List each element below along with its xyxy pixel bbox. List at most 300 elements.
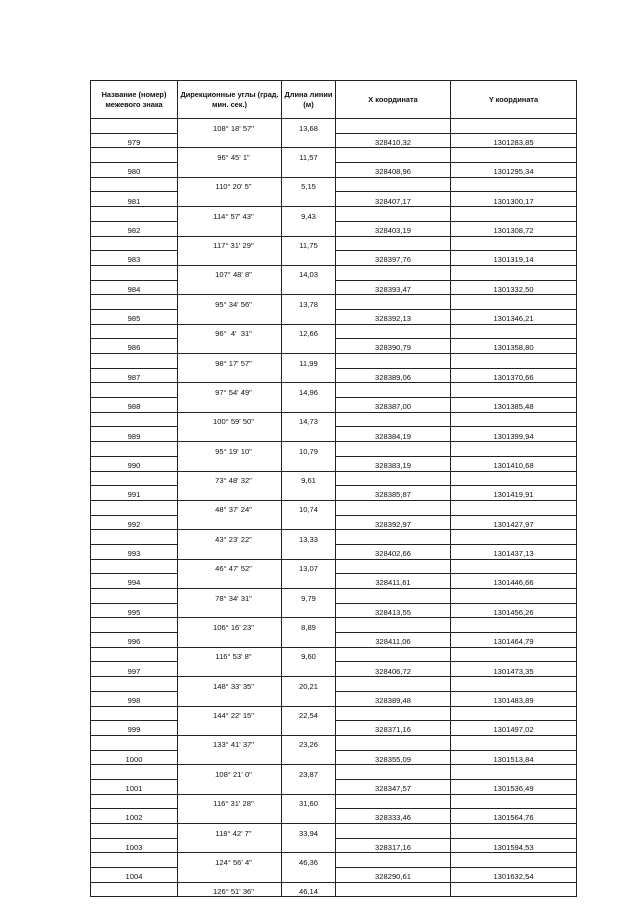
empty-cell — [91, 677, 178, 692]
bearing-angle: 95° 34' 56" — [178, 295, 282, 310]
segment-row — [91, 236, 577, 251]
line-length: 23,87 — [282, 765, 336, 780]
empty-cell — [336, 882, 451, 897]
empty-cell — [282, 368, 336, 383]
point-row — [91, 280, 577, 295]
x-coordinate: 328387,00 — [336, 398, 451, 413]
line-length: 13,07 — [282, 559, 336, 574]
header-y: Y координата — [451, 81, 577, 119]
empty-cell — [451, 119, 577, 134]
empty-cell — [451, 324, 577, 339]
point-name: 987 — [91, 368, 178, 383]
bearing-angle: 98° 17' 57" — [178, 354, 282, 369]
empty-cell — [178, 868, 282, 883]
point-row — [91, 515, 577, 530]
point-name: 991 — [91, 486, 178, 501]
x-coordinate: 328385,87 — [336, 486, 451, 501]
empty-cell — [91, 383, 178, 398]
point-name: 980 — [91, 163, 178, 178]
point-name: 999 — [91, 721, 178, 736]
empty-cell — [451, 265, 577, 280]
segment-row — [91, 148, 577, 163]
empty-cell — [336, 824, 451, 839]
bearing-angle: 43° 23' 22" — [178, 530, 282, 545]
empty-cell — [451, 853, 577, 868]
bearing-angle: 117° 31' 29" — [178, 236, 282, 251]
y-coordinate: 1301283,85 — [451, 133, 577, 148]
y-coordinate: 1301370,66 — [451, 368, 577, 383]
segment-row — [91, 647, 577, 662]
line-length: 23,26 — [282, 735, 336, 750]
point-name: 1000 — [91, 750, 178, 765]
empty-cell — [336, 295, 451, 310]
coordinates-sheet — [90, 80, 577, 897]
point-row — [91, 251, 577, 266]
y-coordinate: 1301295,34 — [451, 163, 577, 178]
point-row — [91, 133, 577, 148]
empty-cell — [282, 192, 336, 207]
x-coordinate: 328407,17 — [336, 192, 451, 207]
x-coordinate: 328389,06 — [336, 368, 451, 383]
y-coordinate: 1301594,53 — [451, 838, 577, 853]
point-name: 1001 — [91, 779, 178, 794]
point-row — [91, 633, 577, 648]
x-coordinate: 328333,46 — [336, 809, 451, 824]
point-row — [91, 456, 577, 471]
point-name: 993 — [91, 544, 178, 559]
point-name: 1003 — [91, 838, 178, 853]
empty-cell — [336, 148, 451, 163]
line-length: 13,78 — [282, 295, 336, 310]
empty-cell — [451, 794, 577, 809]
point-name: 985 — [91, 309, 178, 324]
bearing-angle: 148° 33' 35" — [178, 677, 282, 692]
empty-cell — [336, 324, 451, 339]
empty-cell — [178, 192, 282, 207]
empty-cell — [451, 559, 577, 574]
empty-cell — [451, 442, 577, 457]
empty-cell — [91, 500, 178, 515]
empty-cell — [91, 119, 178, 134]
empty-cell — [178, 339, 282, 354]
empty-cell — [336, 354, 451, 369]
empty-cell — [282, 163, 336, 178]
empty-cell — [336, 794, 451, 809]
line-length: 9,60 — [282, 647, 336, 662]
empty-cell — [91, 647, 178, 662]
bearing-angle: 73° 48' 32" — [178, 471, 282, 486]
y-coordinate: 1301456,26 — [451, 603, 577, 618]
point-name: 1002 — [91, 809, 178, 824]
empty-cell — [282, 662, 336, 677]
segment-row — [91, 295, 577, 310]
empty-cell — [336, 618, 451, 633]
point-name: 990 — [91, 456, 178, 471]
empty-cell — [91, 236, 178, 251]
x-coordinate: 328317,16 — [336, 838, 451, 853]
line-length: 31,60 — [282, 794, 336, 809]
line-length: 9,43 — [282, 207, 336, 222]
empty-cell — [451, 354, 577, 369]
point-name: 998 — [91, 691, 178, 706]
point-row — [91, 398, 577, 413]
empty-cell — [336, 177, 451, 192]
empty-cell — [91, 412, 178, 427]
point-name: 982 — [91, 221, 178, 236]
line-length: 10,79 — [282, 442, 336, 457]
empty-cell — [91, 324, 178, 339]
empty-cell — [336, 647, 451, 662]
bearing-angle: 95° 19' 10" — [178, 442, 282, 457]
empty-cell — [451, 177, 577, 192]
bearing-angle: 124° 56' 4" — [178, 853, 282, 868]
point-row — [91, 750, 577, 765]
x-coordinate: 328355,09 — [336, 750, 451, 765]
empty-cell — [451, 647, 577, 662]
segment-row — [91, 618, 577, 633]
bearing-angle: 107° 48' 8" — [178, 265, 282, 280]
point-row — [91, 427, 577, 442]
line-length: 11,75 — [282, 236, 336, 251]
line-length: 9,61 — [282, 471, 336, 486]
empty-cell — [336, 383, 451, 398]
empty-cell — [178, 603, 282, 618]
point-row — [91, 221, 577, 236]
empty-cell — [178, 163, 282, 178]
point-row — [91, 779, 577, 794]
empty-cell — [91, 177, 178, 192]
segment-row — [91, 354, 577, 369]
line-length: 22,54 — [282, 706, 336, 721]
x-coordinate: 328397,76 — [336, 251, 451, 266]
y-coordinate: 1301564,76 — [451, 809, 577, 824]
empty-cell — [336, 265, 451, 280]
empty-cell — [451, 618, 577, 633]
point-name: 989 — [91, 427, 178, 442]
y-coordinate: 1301464,79 — [451, 633, 577, 648]
empty-cell — [451, 500, 577, 515]
bearing-angle: 46° 47' 52" — [178, 559, 282, 574]
empty-cell — [91, 442, 178, 457]
bearing-angle: 118° 42' 7" — [178, 824, 282, 839]
empty-cell — [282, 868, 336, 883]
point-name: 981 — [91, 192, 178, 207]
empty-cell — [336, 677, 451, 692]
bearing-angle: 110° 20' 5" — [178, 177, 282, 192]
segment-row — [91, 471, 577, 486]
empty-cell — [178, 574, 282, 589]
bearing-angle: 108° 18' 57" — [178, 119, 282, 134]
segment-row — [91, 265, 577, 280]
x-coordinate: 328410,32 — [336, 133, 451, 148]
y-coordinate: 1301632,54 — [451, 868, 577, 883]
empty-cell — [282, 251, 336, 266]
x-coordinate: 328392,97 — [336, 515, 451, 530]
empty-cell — [178, 221, 282, 236]
point-name: 984 — [91, 280, 178, 295]
line-length: 46,14 — [282, 882, 336, 897]
line-length: 11,99 — [282, 354, 336, 369]
y-coordinate: 1301346,21 — [451, 309, 577, 324]
empty-cell — [336, 706, 451, 721]
x-coordinate: 328389,48 — [336, 691, 451, 706]
segment-row — [91, 442, 577, 457]
x-coordinate: 328413,55 — [336, 603, 451, 618]
x-coordinate: 328411,06 — [336, 633, 451, 648]
empty-cell — [451, 589, 577, 604]
point-name: 997 — [91, 662, 178, 677]
line-length: 9,79 — [282, 589, 336, 604]
empty-cell — [178, 456, 282, 471]
x-coordinate: 328392,13 — [336, 309, 451, 324]
y-coordinate: 1301419,91 — [451, 486, 577, 501]
empty-cell — [178, 280, 282, 295]
empty-cell — [336, 559, 451, 574]
y-coordinate: 1301437,13 — [451, 544, 577, 559]
y-coordinate: 1301446,66 — [451, 574, 577, 589]
segment-row — [91, 324, 577, 339]
empty-cell — [451, 882, 577, 897]
empty-cell — [451, 383, 577, 398]
line-length: 46,36 — [282, 853, 336, 868]
x-coordinate: 328390,79 — [336, 339, 451, 354]
bearing-angle: 106° 16' 23" — [178, 618, 282, 633]
point-row — [91, 809, 577, 824]
empty-cell — [91, 853, 178, 868]
empty-cell — [451, 207, 577, 222]
y-coordinate: 1301513,84 — [451, 750, 577, 765]
point-row — [91, 368, 577, 383]
empty-cell — [91, 794, 178, 809]
line-length: 10,74 — [282, 500, 336, 515]
empty-cell — [178, 486, 282, 501]
header-name: Название (номер) межевого знака — [91, 81, 178, 119]
empty-cell — [451, 530, 577, 545]
empty-cell — [282, 809, 336, 824]
empty-cell — [282, 779, 336, 794]
x-coordinate: 328408,96 — [336, 163, 451, 178]
segment-row — [91, 765, 577, 780]
empty-cell — [336, 500, 451, 515]
empty-cell — [451, 236, 577, 251]
empty-cell — [336, 471, 451, 486]
line-length: 33,94 — [282, 824, 336, 839]
point-row — [91, 574, 577, 589]
empty-cell — [282, 456, 336, 471]
empty-cell — [178, 398, 282, 413]
empty-cell — [178, 251, 282, 266]
empty-cell — [336, 119, 451, 134]
segment-row — [91, 119, 577, 134]
empty-cell — [91, 735, 178, 750]
table-header-row — [91, 81, 577, 119]
point-name: 979 — [91, 133, 178, 148]
point-name: 983 — [91, 251, 178, 266]
empty-cell — [178, 662, 282, 677]
bearing-angle: 48° 37' 24" — [178, 500, 282, 515]
x-coordinate: 328383,19 — [336, 456, 451, 471]
empty-cell — [451, 148, 577, 163]
empty-cell — [282, 691, 336, 706]
empty-cell — [282, 280, 336, 295]
empty-cell — [336, 442, 451, 457]
y-coordinate: 1301497,02 — [451, 721, 577, 736]
segment-row — [91, 500, 577, 515]
empty-cell — [178, 779, 282, 794]
point-row — [91, 163, 577, 178]
y-coordinate: 1301319,14 — [451, 251, 577, 266]
empty-cell — [451, 706, 577, 721]
point-name: 994 — [91, 574, 178, 589]
empty-cell — [282, 544, 336, 559]
empty-cell — [91, 354, 178, 369]
empty-cell — [282, 427, 336, 442]
x-coordinate: 328371,16 — [336, 721, 451, 736]
empty-cell — [336, 530, 451, 545]
bearing-angle: 116° 31' 28" — [178, 794, 282, 809]
x-coordinate: 328402,66 — [336, 544, 451, 559]
segment-row — [91, 706, 577, 721]
empty-cell — [451, 295, 577, 310]
empty-cell — [451, 677, 577, 692]
point-row — [91, 691, 577, 706]
header-angle: Дирекционные углы (град. мин. сек.) — [178, 81, 282, 119]
point-name: 1004 — [91, 868, 178, 883]
x-coordinate: 328393,47 — [336, 280, 451, 295]
bearing-angle: 100° 59' 50" — [178, 412, 282, 427]
segment-row — [91, 559, 577, 574]
segment-row — [91, 824, 577, 839]
segment-row — [91, 794, 577, 809]
segment-row — [91, 412, 577, 427]
segment-row — [91, 677, 577, 692]
point-row — [91, 868, 577, 883]
segment-row — [91, 853, 577, 868]
empty-cell — [282, 221, 336, 236]
line-length: 14,73 — [282, 412, 336, 427]
line-length: 8,89 — [282, 618, 336, 633]
empty-cell — [91, 824, 178, 839]
empty-cell — [451, 765, 577, 780]
bearing-angle: 78° 34' 31" — [178, 589, 282, 604]
x-coordinate: 328411,61 — [336, 574, 451, 589]
empty-cell — [451, 412, 577, 427]
empty-cell — [336, 735, 451, 750]
bearing-angle: 133° 41' 37" — [178, 735, 282, 750]
empty-cell — [282, 633, 336, 648]
empty-cell — [178, 721, 282, 736]
y-coordinate: 1301300,17 — [451, 192, 577, 207]
y-coordinate: 1301410,68 — [451, 456, 577, 471]
empty-cell — [282, 339, 336, 354]
line-length: 11,57 — [282, 148, 336, 163]
empty-cell — [91, 207, 178, 222]
x-coordinate: 328406,72 — [336, 662, 451, 677]
point-row — [91, 339, 577, 354]
y-coordinate: 1301308,72 — [451, 221, 577, 236]
empty-cell — [336, 589, 451, 604]
y-coordinate: 1301332,50 — [451, 280, 577, 295]
line-length: 5,15 — [282, 177, 336, 192]
point-row — [91, 192, 577, 207]
empty-cell — [282, 309, 336, 324]
empty-cell — [178, 633, 282, 648]
point-name: 996 — [91, 633, 178, 648]
x-coordinate: 328403,19 — [336, 221, 451, 236]
empty-cell — [91, 559, 178, 574]
empty-cell — [336, 412, 451, 427]
point-name: 988 — [91, 398, 178, 413]
point-row — [91, 309, 577, 324]
empty-cell — [336, 853, 451, 868]
header-x: X координата — [336, 81, 451, 119]
y-coordinate: 1301536,49 — [451, 779, 577, 794]
y-coordinate: 1301473,35 — [451, 662, 577, 677]
empty-cell — [178, 427, 282, 442]
header-length: Длина линии (м) — [282, 81, 336, 119]
empty-cell — [451, 735, 577, 750]
empty-cell — [282, 574, 336, 589]
empty-cell — [91, 471, 178, 486]
empty-cell — [451, 471, 577, 486]
empty-cell — [91, 589, 178, 604]
bearing-angle: 96° 45' 1" — [178, 148, 282, 163]
bearing-angle: 126° 51' 36" — [178, 882, 282, 897]
segment-row — [91, 735, 577, 750]
empty-cell — [336, 207, 451, 222]
point-row — [91, 603, 577, 618]
empty-cell — [178, 133, 282, 148]
bearing-angle: 108° 21' 0" — [178, 765, 282, 780]
boundary-coordinates-table — [90, 80, 577, 897]
empty-cell — [178, 368, 282, 383]
line-length: 13,33 — [282, 530, 336, 545]
empty-cell — [282, 721, 336, 736]
empty-cell — [91, 765, 178, 780]
point-name: 992 — [91, 515, 178, 530]
empty-cell — [178, 691, 282, 706]
empty-cell — [282, 515, 336, 530]
bearing-angle: 96° 4' 31" — [178, 324, 282, 339]
y-coordinate: 1301427,97 — [451, 515, 577, 530]
empty-cell — [451, 824, 577, 839]
table-body — [91, 119, 577, 897]
y-coordinate: 1301358,80 — [451, 339, 577, 354]
empty-cell — [91, 265, 178, 280]
bearing-angle: 144° 22' 15" — [178, 706, 282, 721]
bearing-angle: 97° 54' 49" — [178, 383, 282, 398]
empty-cell — [91, 295, 178, 310]
empty-cell — [336, 236, 451, 251]
empty-cell — [282, 838, 336, 853]
empty-cell — [178, 309, 282, 324]
empty-cell — [178, 750, 282, 765]
segment-row — [91, 882, 577, 897]
segment-row — [91, 589, 577, 604]
segment-row — [91, 177, 577, 192]
x-coordinate: 328347,57 — [336, 779, 451, 794]
segment-row — [91, 530, 577, 545]
empty-cell — [282, 133, 336, 148]
segment-row — [91, 383, 577, 398]
x-coordinate: 328384,19 — [336, 427, 451, 442]
y-coordinate: 1301385,48 — [451, 398, 577, 413]
line-length: 12,66 — [282, 324, 336, 339]
line-length: 14,03 — [282, 265, 336, 280]
line-length: 13,68 — [282, 119, 336, 134]
line-length: 14,96 — [282, 383, 336, 398]
empty-cell — [282, 603, 336, 618]
